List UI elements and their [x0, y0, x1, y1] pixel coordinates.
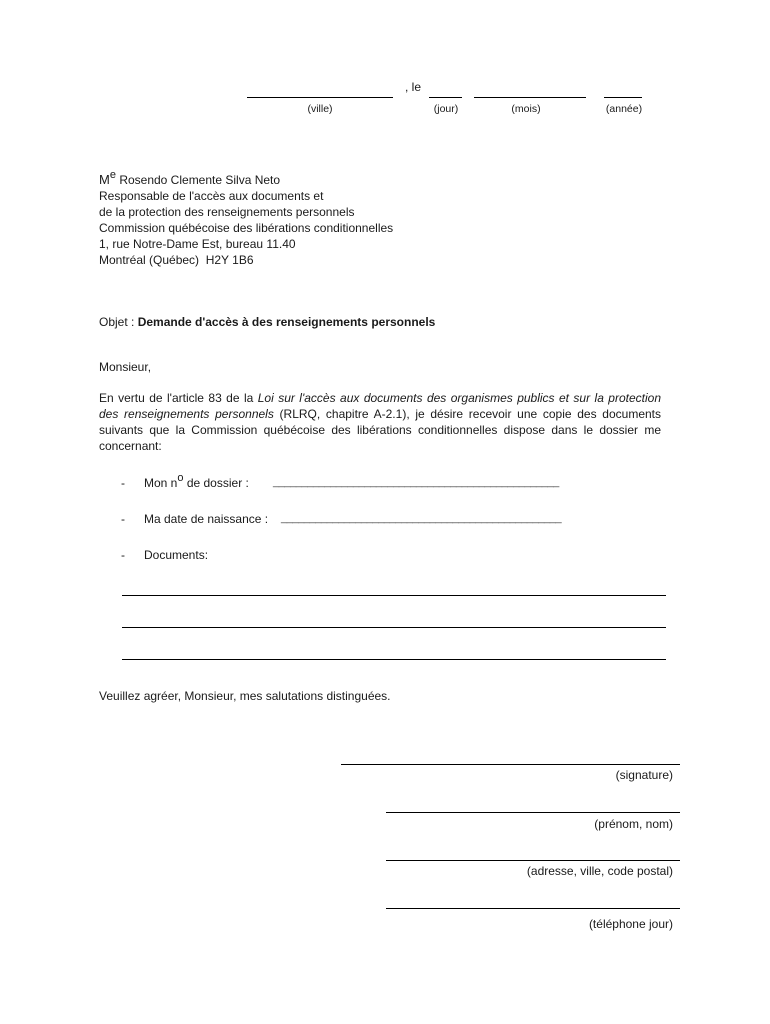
day-field-line[interactable]	[429, 97, 462, 98]
address-caption: (adresse, ville, code postal)	[526, 864, 673, 878]
salutation: Monsieur,	[99, 360, 152, 374]
file-number-label-post: de dossier :	[183, 476, 249, 490]
recipient-title-sup: e	[109, 169, 116, 181]
phone-field-line[interactable]	[386, 908, 680, 909]
subject-label: Objet :	[99, 315, 138, 329]
date-separator: , le	[405, 80, 422, 94]
birth-date-field[interactable]: _________________________________________________	[281, 512, 562, 524]
signature-field-line[interactable]	[341, 764, 680, 765]
documents-field-line-1[interactable]	[122, 595, 666, 596]
documents-field-line-3[interactable]	[122, 659, 666, 660]
law-title: Loi sur l'accès aux documents des organismes publics et sur la protection des renseignements personnels	[99, 391, 662, 421]
file-number-field[interactable]: __________________________________________________	[273, 476, 559, 488]
body-part-1: En vertu de l'article 83 de la	[99, 391, 258, 405]
city-field-line[interactable]	[247, 97, 393, 98]
recipient-line-4: 1, rue Notre-Dame Est, bureau 11.40	[99, 237, 296, 251]
phone-caption: (téléphone jour)	[588, 917, 673, 931]
recipient-address	[99, 169, 394, 268]
item-dash-1: -	[121, 476, 125, 490]
documents-label: Documents:	[144, 548, 209, 562]
documents-field-line-2[interactable]	[122, 627, 666, 628]
body-part-2: (RLRQ, chapitre A-2.1), je désire recevoir une copie des documents suivants que la Commission québécoise des libérations conditionnelles dispose dans le dossier me concernant:	[99, 407, 661, 453]
subject-text: Demande d'accès à des renseignements personnels	[137, 315, 436, 329]
file-number-label	[144, 472, 249, 490]
recipient-line-3: Commission québécoise des libérations conditionnelles	[99, 221, 394, 235]
city-caption: (ville)	[307, 103, 333, 115]
recipient-line-1: Responsable de l'accès aux documents et	[99, 189, 324, 203]
address-field-line[interactable]	[386, 860, 680, 861]
signature-caption: (signature)	[615, 768, 673, 782]
year-caption: (année)	[605, 103, 643, 115]
recipient-line-5: Montréal (Québec) H2Y 1B6	[99, 253, 254, 267]
day-caption: (jour)	[433, 103, 459, 115]
year-field-line[interactable]	[604, 97, 642, 98]
name-caption: (prénom, nom)	[594, 817, 673, 831]
subject-line	[99, 315, 435, 329]
month-field-line[interactable]	[474, 97, 586, 98]
name-field-line[interactable]	[386, 812, 680, 813]
item-dash-2: -	[121, 512, 125, 526]
birth-date-label: Ma date de naissance :	[144, 512, 269, 526]
file-number-label-pre: Mon n	[144, 476, 178, 490]
body-paragraph	[99, 390, 661, 454]
item-dash-3: -	[121, 548, 125, 562]
recipient-name: Rosendo Clemente Silva Neto	[119, 173, 281, 187]
month-caption: (mois)	[511, 103, 541, 115]
recipient-name-line	[99, 169, 393, 188]
file-number-label-sup: o	[177, 472, 184, 484]
recipient-title-prefix: M	[99, 172, 110, 187]
closing: Veuillez agréer, Monsieur, mes salutations distinguées.	[99, 689, 391, 703]
recipient-line-2: de la protection des renseignements personnels	[99, 205, 355, 219]
